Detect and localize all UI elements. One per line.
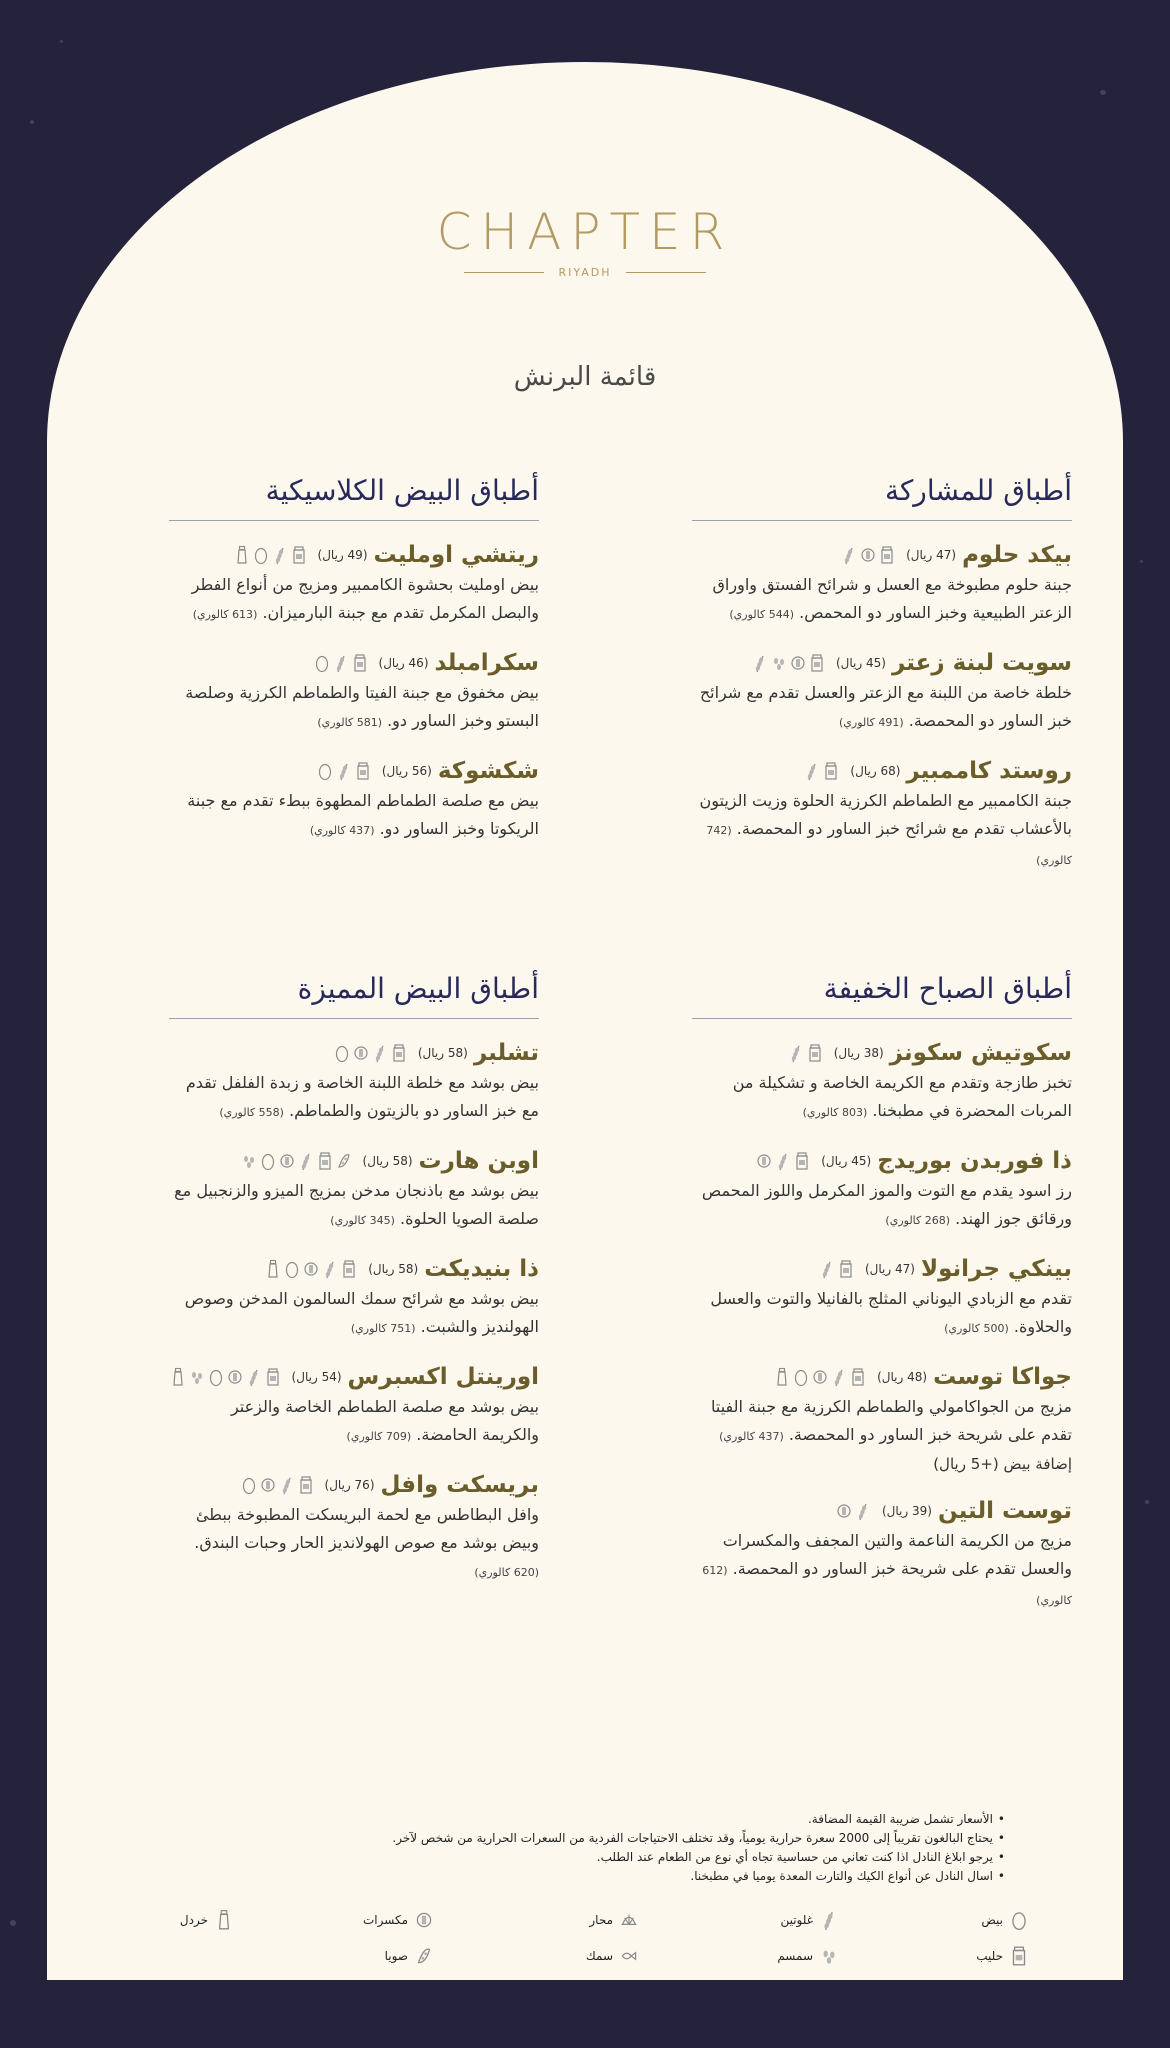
gluten-icon [856, 1501, 870, 1521]
menu-item-desc-text: خلطة خاصة من اللبنة مع الزعتر والعسل تقدم مع شرائح خبز الساور دو المحمصة. [699, 683, 1072, 730]
mustard-icon [216, 1909, 232, 1931]
nuts-icon [416, 1909, 432, 1931]
menu-item-description [692, 1069, 1072, 1127]
note: • يحتاج البالغون تقريباً إلى 2000 سعرة حرارية يومياً، وقد تختلف الاحتياجات الفردية من السعرات الحرارية من شخص لآخر. [145, 1829, 1005, 1848]
menu-item-price: (49 ريال) [317, 548, 368, 562]
menu-item-name: ريتشي اومليت [373, 542, 539, 568]
menu-item-price: (46 ريال) [378, 656, 429, 670]
menu-item-desc-text: رز اسود يقدم مع التوت والموز المكرمل واللوز المحمص ورقائق جوز الهند. [701, 1181, 1072, 1228]
background-speck [10, 1920, 16, 1926]
egg-icon [254, 545, 268, 565]
menu-item-name: روستد كاممبير [906, 758, 1072, 784]
legend-label: خردل [179, 1913, 208, 1927]
legend-shellfish [589, 1909, 637, 1931]
menu-item-calories: (620 كالوري) [474, 1566, 539, 1579]
note: • اسال النادل عن أنواع الكيك والتارت المعدة يوميا في مطبخنا. [145, 1867, 1005, 1886]
allergen-icons [842, 545, 894, 565]
legend-label: محار [589, 1913, 613, 1927]
menu-item-head [169, 755, 539, 787]
menu-item-calories: (709 كالوري) [346, 1430, 412, 1443]
menu-item-price: (58 ريال) [362, 1154, 413, 1168]
allergen-icons [318, 761, 370, 781]
menu-item-head [169, 1253, 539, 1285]
menu-item-description [169, 1069, 539, 1127]
allergen-legend [167, 1909, 1027, 1979]
menu-item-desc-text: تخبز طازجة وتقدم مع الكريمة الخاصة و تشكيلة من المربات المحضرة في مطبخنا. [732, 1073, 1072, 1120]
divider [626, 272, 706, 273]
milk-icon [299, 1475, 313, 1495]
gluten-icon [842, 545, 856, 565]
menu-item-description [692, 1285, 1072, 1343]
menu-item-description [169, 571, 539, 629]
menu-item-calories: (437 كالوري) [309, 824, 375, 837]
menu-item [169, 1469, 539, 1587]
menu-item-calories: (500 كالوري) [944, 1322, 1009, 1335]
menu-item-description [169, 1177, 539, 1235]
menu-item-name: توست التين [937, 1498, 1072, 1524]
nuts-icon [261, 1475, 275, 1495]
milk-icon [266, 1367, 280, 1387]
menu-item-description [692, 787, 1072, 875]
nuts-icon [304, 1259, 318, 1279]
menu-item [692, 1037, 1072, 1127]
sesame-icon [190, 1367, 204, 1387]
nuts-icon [757, 1151, 771, 1171]
menu-item-desc-text: بيض بوشد مع خلطة اللبنة الخاصة و زبدة الفلفل تقدم مع خبز الساور دو بالزيتون والطماطم. [185, 1073, 539, 1120]
nuts-icon [280, 1151, 294, 1171]
menu-item-head [692, 1361, 1072, 1393]
menu-item-head [692, 755, 1072, 787]
gluten-icon [789, 1043, 803, 1063]
menu-item-head [692, 539, 1072, 571]
menu-item-price: (45 ريال) [821, 1154, 872, 1168]
section-title: أطباق للمشاركة [692, 472, 1072, 521]
menu-title: قائمة البرنش [513, 362, 657, 392]
egg-icon [209, 1367, 223, 1387]
menu-item-desc-text: جبنة الكاممبير مع الطماطم الكرزية الحلوة وزيت الزيتون بالأعشاب تقدم مع شرائح خبز الساور دو المحمصة. [699, 791, 1072, 838]
milk-icon [292, 545, 306, 565]
section-classic-eggs [169, 472, 539, 863]
menu-item [692, 755, 1072, 875]
menu-item-price: (58 ريال) [368, 1262, 419, 1276]
menu-item-name: تشلبر [473, 1040, 539, 1066]
menu-item-desc-text: بيض بوشد مع صلصة الطماطم الخاصة والزعتر والكريمة الحامضة. [230, 1397, 539, 1444]
milk-icon [810, 653, 824, 673]
section-title: أطباق البيض المميزة [169, 970, 539, 1019]
gluten-icon [832, 1367, 846, 1387]
legend-gluten [780, 1909, 837, 1931]
menu-item [692, 1361, 1072, 1477]
menu-item-name: سويت لبنة زعتر [891, 650, 1072, 676]
menu-card [47, 62, 1123, 1980]
menu-item [692, 1253, 1072, 1343]
menu-item-description [169, 1285, 539, 1343]
menu-item-desc-text: بيض اومليت بحشوة الكاممبير ومزيج من أنواع الفطر والبصل المكرمل تقدم مع جبنة البارميزان. [191, 575, 539, 622]
menu-item [692, 539, 1072, 629]
menu-item-calories: (558 كالوري) [219, 1106, 284, 1119]
divider [464, 272, 544, 273]
menu-item-description [169, 1501, 539, 1587]
milk-icon [353, 653, 367, 673]
milk-icon [851, 1367, 865, 1387]
section-light-breakfast [692, 970, 1072, 1633]
soy-icon [337, 1151, 351, 1171]
menu-item-calories: (612 كالوري) [702, 1564, 1072, 1607]
egg-icon [315, 653, 329, 673]
nuts-icon [837, 1501, 851, 1521]
egg-icon [1011, 1909, 1027, 1931]
menu-item-description [692, 679, 1072, 737]
menu-item [692, 1495, 1072, 1615]
legend-label: غلوتين [780, 1913, 813, 1927]
menu-item-price: (45 ريال) [835, 656, 886, 670]
menu-item-name: اوبن هارت [418, 1148, 539, 1174]
menu-item-price: (58 ريال) [417, 1046, 468, 1060]
menu-item-desc-text: بيض مع صلصة الطماطم المطهوة ببطء تقدم مع جبنة الريكوتا وخبز الساور دو. [187, 791, 539, 838]
mustard-icon [235, 545, 249, 565]
gluten-icon [805, 761, 819, 781]
legend-milk [976, 1945, 1027, 1967]
menu-item-desc-text: بيض بوشد مع باذنجان مدخن بمزيج الميزو والزنجبيل مع صلصة الصويا الحلوة. [174, 1181, 539, 1228]
menu-item-desc-text: بيض بوشد مع شرائح سمك السالمون المدخن وصوص الهولنديز والشبت. [184, 1289, 539, 1336]
fish-icon [621, 1945, 637, 1967]
allergen-icons [266, 1259, 356, 1279]
menu-item-desc-text: وافل البطاطس مع لحمة البريسكت المطبوخة ببطئ وبيض بوشد مع صوص الهولانديز الحار وحبات البندق. [194, 1505, 539, 1552]
menu-item-calories: (268 كالوري) [885, 1214, 951, 1227]
gluten-icon [323, 1259, 337, 1279]
menu-item-addon: إضافة بيض (+5 ريال) [933, 1455, 1072, 1473]
menu-item-name: اورينتل اكسبرس [347, 1364, 539, 1390]
allergen-icons [235, 545, 306, 565]
menu-item-head [692, 1253, 1072, 1285]
allergen-icons [837, 1501, 870, 1521]
menu-item-name: ذا بنيديكت [424, 1256, 539, 1282]
egg-icon [318, 761, 332, 781]
menu-item-calories: (581 كالوري) [317, 716, 382, 729]
brand-location: RIYADH [558, 266, 612, 279]
notes-list [145, 1810, 1005, 1886]
section-title: أطباق البيض الكلاسيكية [169, 472, 539, 521]
milk-icon [824, 761, 838, 781]
allergen-icons [805, 761, 838, 781]
menu-item [169, 647, 539, 737]
legend-label: سمسم [777, 1949, 813, 1963]
section-signature-eggs [169, 970, 539, 1605]
menu-item-price: (68 ريال) [850, 764, 901, 778]
menu-item-desc-text: مزيج من الجواكامولي والطماطم الكرزية مع جبنة الفيتا تقدم على شريحة خبز الساور دو المحمصة. [710, 1397, 1072, 1444]
menu-item-calories: (491 كالوري) [839, 716, 904, 729]
menu-item-name: بريسكت وافل [380, 1472, 539, 1498]
menu-item [169, 539, 539, 629]
menu-item-description [692, 1177, 1072, 1235]
milk-icon [839, 1259, 853, 1279]
legend-label: مكسرات [362, 1913, 408, 1927]
legend-label: صويا [384, 1949, 408, 1963]
egg-icon [794, 1367, 808, 1387]
menu-item [169, 1361, 539, 1451]
legend-soy [385, 1945, 432, 1967]
background-speck [1100, 90, 1106, 95]
menu-item-calories: (751 كالوري) [350, 1322, 416, 1335]
allergen-icons [757, 1151, 809, 1171]
menu-item-head [169, 647, 539, 679]
legend-nuts [363, 1909, 432, 1931]
menu-item-desc-text: جبنة حلوم مطبوخة مع العسل و شرائح الفستق واوراق الزعتر الطبيعية وخبز الساور دو المحمص. [712, 575, 1072, 622]
allergen-icons [242, 1151, 351, 1171]
menu-item-name: سكرامبلد [434, 650, 539, 676]
note: • يرجو ابلاغ النادل اذا كنت تعاني من حساسية تجاه أي نوع من الطعام عند الطلب. [145, 1848, 1005, 1867]
gluten-icon [334, 653, 348, 673]
shellfish-icon [621, 1909, 637, 1931]
menu-item-description [169, 679, 539, 737]
nuts-icon [354, 1043, 368, 1063]
gluten-icon [280, 1475, 294, 1495]
allergen-icons [775, 1367, 865, 1387]
milk-icon [318, 1151, 332, 1171]
soy-icon [416, 1945, 432, 1967]
legend-mustard [180, 1909, 232, 1931]
menu-item [169, 1145, 539, 1235]
menu-item-desc-text: مزيج من الكريمة الناعمة والتين المجفف والمكسرات والعسل تقدم على شريحة خبز الساور دو المحمصة. [722, 1531, 1072, 1578]
nuts-icon [813, 1367, 827, 1387]
menu-item-head [169, 539, 539, 571]
menu-item-price: (56 ريال) [381, 764, 432, 778]
gluten-icon [776, 1151, 790, 1171]
menu-item-price: (47 ريال) [864, 1262, 915, 1276]
menu-item-description [692, 1393, 1072, 1451]
allergen-icons [315, 653, 367, 673]
brand-logo [47, 204, 1123, 279]
legend-label: حليب [976, 1949, 1003, 1963]
milk-icon [392, 1043, 406, 1063]
menu-item-description [169, 1393, 539, 1451]
gluten-icon [337, 761, 351, 781]
menu-item-price: (47 ريال) [906, 548, 957, 562]
menu-item-price: (38 ريال) [833, 1046, 884, 1060]
menu-item [692, 1145, 1072, 1235]
menu-item-desc-text: تقدم مع الزبادي اليوناني المثلج بالفانيلا والتوت والعسل والحلاوة. [710, 1289, 1072, 1336]
background-speck [1145, 1500, 1149, 1504]
menu-item-desc-text: بيض مخفوق مع جبنة الفيتا والطماطم الكرزية وصلصة البستو وخبز الساور دو. [185, 683, 539, 730]
menu-item [169, 755, 539, 845]
mustard-icon [775, 1367, 789, 1387]
menu-item-head [692, 1145, 1072, 1177]
menu-item-name: بينكي جرانولا [920, 1256, 1072, 1282]
gluten-icon [247, 1367, 261, 1387]
egg-icon [285, 1259, 299, 1279]
gluten-icon [821, 1909, 837, 1931]
sesame-icon [821, 1945, 837, 1967]
menu-item-name: شكشوكة [437, 758, 539, 784]
nuts-icon [228, 1367, 242, 1387]
menu-item-price: (39 ريال) [881, 1504, 932, 1518]
menu-item-head [169, 1037, 539, 1069]
allergen-icons [171, 1367, 280, 1387]
menu-item-price: (54 ريال) [291, 1370, 342, 1384]
mustard-icon [266, 1259, 280, 1279]
menu-item-calories: (345 كالوري) [330, 1214, 395, 1227]
legend-egg [981, 1909, 1027, 1931]
sesame-icon [242, 1151, 256, 1171]
brand-name: CHAPTER [436, 203, 734, 261]
sesame-icon [772, 653, 786, 673]
egg-icon [242, 1475, 256, 1495]
gluten-icon [299, 1151, 313, 1171]
menu-item-name: جواكا توست [933, 1364, 1072, 1390]
menu-item-head [169, 1361, 539, 1393]
gluten-icon [820, 1259, 834, 1279]
menu-item-description [692, 1527, 1072, 1615]
menu-item-name: سكوتيش سكونز [889, 1040, 1072, 1066]
nuts-icon [861, 545, 875, 565]
legend-fish [586, 1945, 637, 1967]
menu-item-name: ذا فوربدن بوريدج [877, 1148, 1072, 1174]
menu-item-calories: (613 كالوري) [192, 608, 258, 621]
menu-item-head [692, 1037, 1072, 1069]
legend-label: سمك [585, 1949, 613, 1963]
legend-sesame [777, 1945, 837, 1967]
menu-item-description [169, 787, 539, 845]
section-title: أطباق الصباح الخفيفة [692, 970, 1072, 1019]
menu-item-name: بيكد حلوم [962, 542, 1072, 568]
milk-icon [342, 1259, 356, 1279]
mustard-icon [171, 1367, 185, 1387]
menu-item-price: (48 ريال) [877, 1370, 928, 1384]
menu-item [169, 1037, 539, 1127]
background-speck [60, 40, 63, 43]
menu-item-calories: (742 كالوري) [706, 824, 1072, 867]
egg-icon [335, 1043, 349, 1063]
legend-label: بيض [981, 1913, 1003, 1927]
menu-item-head [169, 1469, 539, 1501]
menu-item-head [169, 1145, 539, 1177]
allergen-icons [789, 1043, 822, 1063]
allergen-icons [820, 1259, 853, 1279]
gluten-icon [373, 1043, 387, 1063]
gluten-icon [273, 545, 287, 565]
allergen-icons [753, 653, 824, 673]
background-speck [30, 120, 34, 124]
menu-item [692, 647, 1072, 737]
section-sharing [692, 472, 1072, 893]
nuts-icon [791, 653, 805, 673]
menu-item [169, 1253, 539, 1343]
menu-item-description [692, 571, 1072, 629]
allergen-icons [242, 1475, 313, 1495]
milk-icon [1011, 1945, 1027, 1967]
milk-icon [356, 761, 370, 781]
allergen-icons [335, 1043, 406, 1063]
menu-item-head [692, 647, 1072, 679]
gluten-icon [753, 653, 767, 673]
menu-item-calories: (544 كالوري) [729, 608, 795, 621]
menu-item-calories: (803 كالوري) [802, 1106, 868, 1119]
milk-icon [880, 545, 894, 565]
egg-icon [261, 1151, 275, 1171]
background-speck [1140, 560, 1143, 563]
brand-location-row [47, 266, 1123, 279]
menu-item-head [692, 1495, 1072, 1527]
note: • الأسعار تشمل ضريبة القيمة المضافة. [145, 1810, 1005, 1829]
menu-item-calories: (437 كالوري) [719, 1430, 784, 1443]
menu-item-price: (76 ريال) [324, 1478, 375, 1492]
milk-icon [808, 1043, 822, 1063]
milk-icon [795, 1151, 809, 1171]
